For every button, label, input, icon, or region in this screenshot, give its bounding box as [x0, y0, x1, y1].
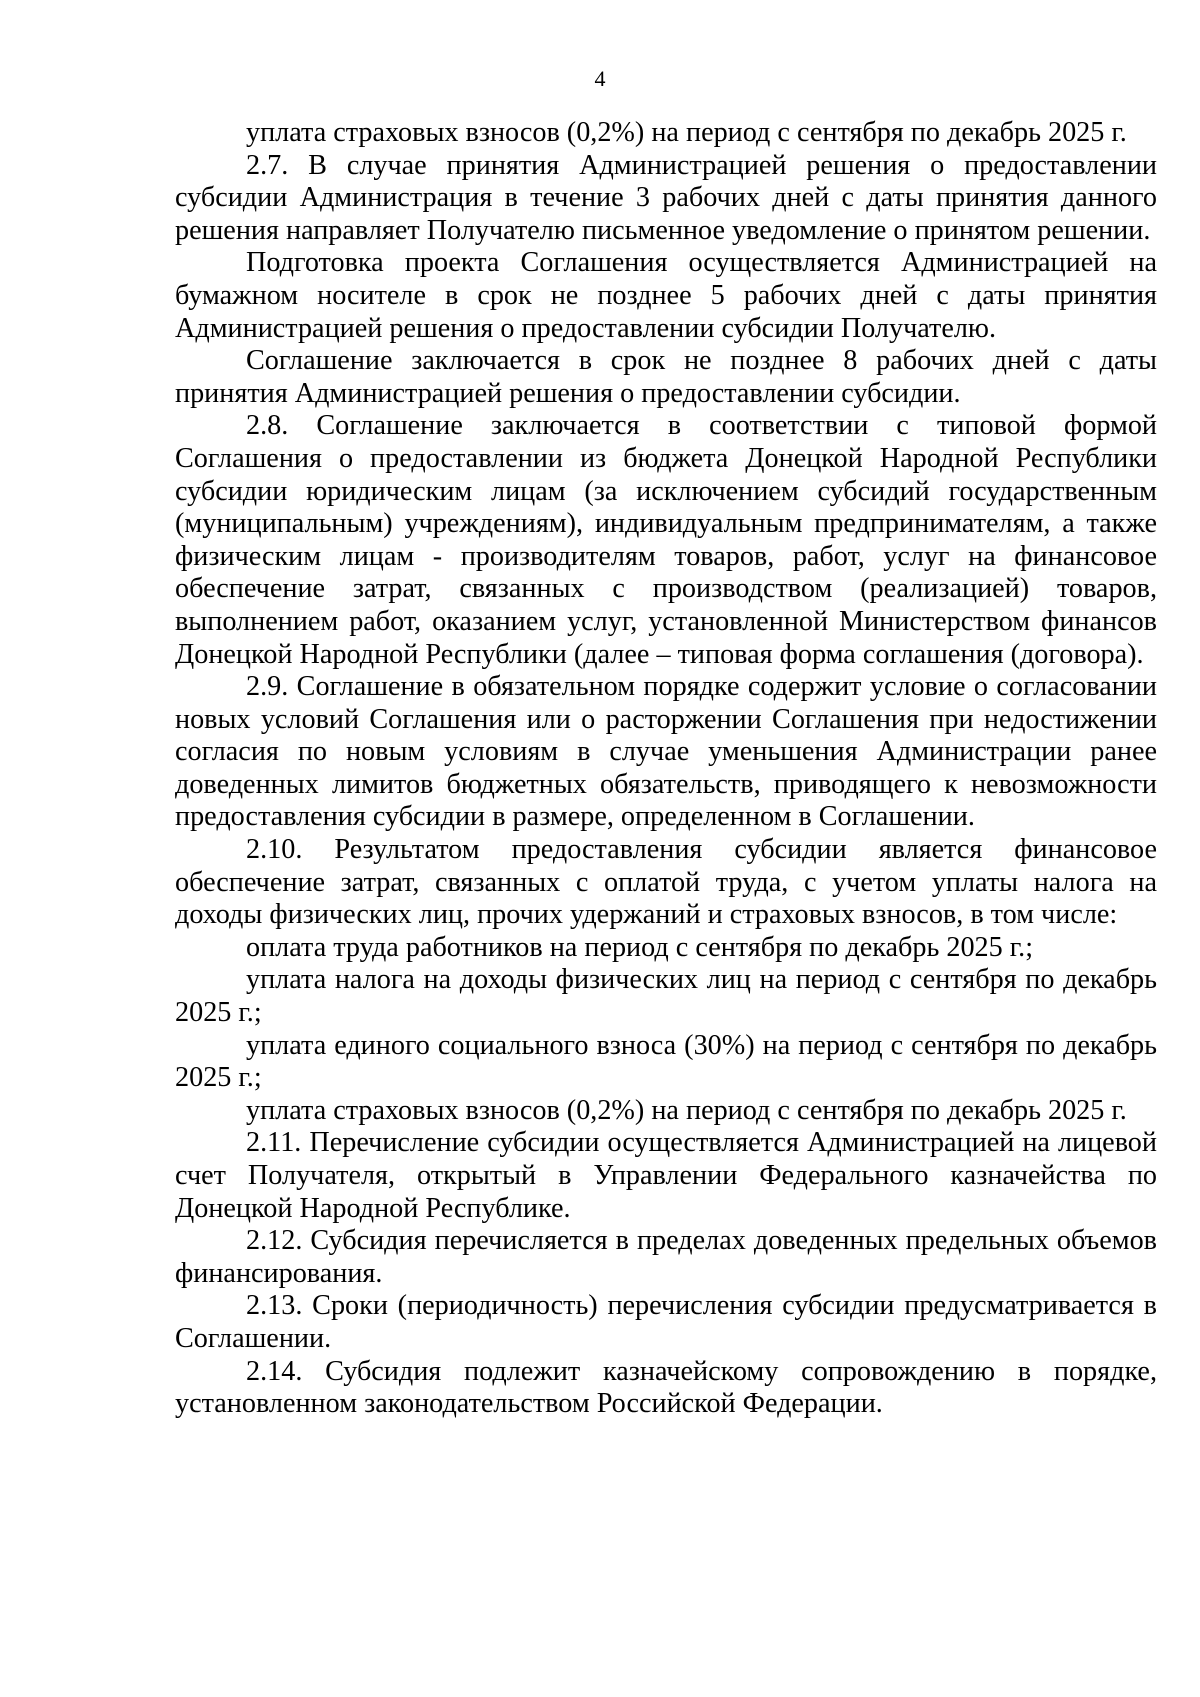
- paragraph-2-8: 2.8. Соглашение заключается в соответствии с типовой формой Соглашения о предоставлении из бюджета Донецкой Народной Республики субсидии юридическим лицам (за исключением субсидий государственным (муниципальным) учреждениям), индивидуальным предпринимателям, а также физическим лицам - производителям товаров, работ, услуг на финансовое обеспечение затрат, связанных с производством (реализацией) товаров, выполнением работ, оказанием услуг, установленной Министерством финансов Донецкой Народной Республики (далее – типовая форма соглашения (договора).: [175, 410, 1157, 670]
- paragraph-insurance-contributions-1: уплата страховых взносов (0,2%) на период с сентября по декабрь 2025 г.: [246, 117, 1127, 148]
- page-number: 4: [594, 66, 606, 91]
- paragraph-2-11: 2.11. Перечисление субсидии осуществляется Администрацией на лицевой счет Получателя, открытый в Управлении Федерального казначейства по Донецкой Народной Республике.: [175, 1127, 1157, 1224]
- paragraph-labor-payment: оплата труда работников на период с сентября по декабрь 2025 г.;: [246, 931, 1034, 963]
- document-body: [175, 117, 1157, 1421]
- paragraph-2-7: 2.7. В случае принятия Администрацией решения о предоставлении субсидии Администрация в течение 3 рабочих дней с даты принятия данного решения направляет Получателю письменное уведомление о принятом решении.: [175, 149, 1157, 246]
- paragraph-insurance-contributions-2: уплата страховых взносов (0,2%) на период с сентября по декабрь 2025 г.: [246, 1094, 1127, 1126]
- paragraph-agreement-preparation: Подготовка проекта Соглашения осуществляется Администрацией на бумажном носителе в срок не позднее 5 рабочих дней с даты принятия Администрацией решения о предоставлении субсидии Получателю.: [175, 247, 1157, 344]
- paragraph-2-13: 2.13. Сроки (периодичность) перечисления субсидии предусматривается в Соглашении.: [175, 1290, 1157, 1354]
- paragraph-2-12: 2.12. Субсидия перечисляется в пределах доведенных предельных объемов финансирования.: [175, 1225, 1157, 1289]
- paragraph-income-tax: уплата налога на доходы физических лиц на период с сентября по декабрь 2025 г.;: [175, 964, 1157, 1029]
- paragraph-2-14: 2.14. Субсидия подлежит казначейскому сопровождению в порядке, установленном законодательством Российской Федерации.: [175, 1355, 1157, 1420]
- paragraph-2-10: 2.10. Результатом предоставления субсидии является финансовое обеспечение затрат, связанных с оплатой труда, с учетом уплаты налога на доходы физических лиц, прочих удержаний и страховых взносов, в том числе:: [175, 834, 1157, 931]
- paragraph-agreement-term: Соглашение заключается в срок не позднее 8 рабочих дней с даты принятия Администрацией решения о предоставлении субсидии.: [175, 345, 1157, 409]
- paragraph-social-contribution: уплата единого социального взноса (30%) на период с сентября по декабрь 2025 г.;: [175, 1029, 1157, 1094]
- paragraph-2-9: 2.9. Соглашение в обязательном порядке содержит условие о согласовании новых условий Соглашения или о расторжении Соглашения при недостижении согласия по новым условиям в случае уменьшения Администрации ранее доведенных лимитов бюджетных обязательств, приводящего к невозможности предоставления субсидии в размере, определенном в Соглашении.: [175, 671, 1157, 833]
